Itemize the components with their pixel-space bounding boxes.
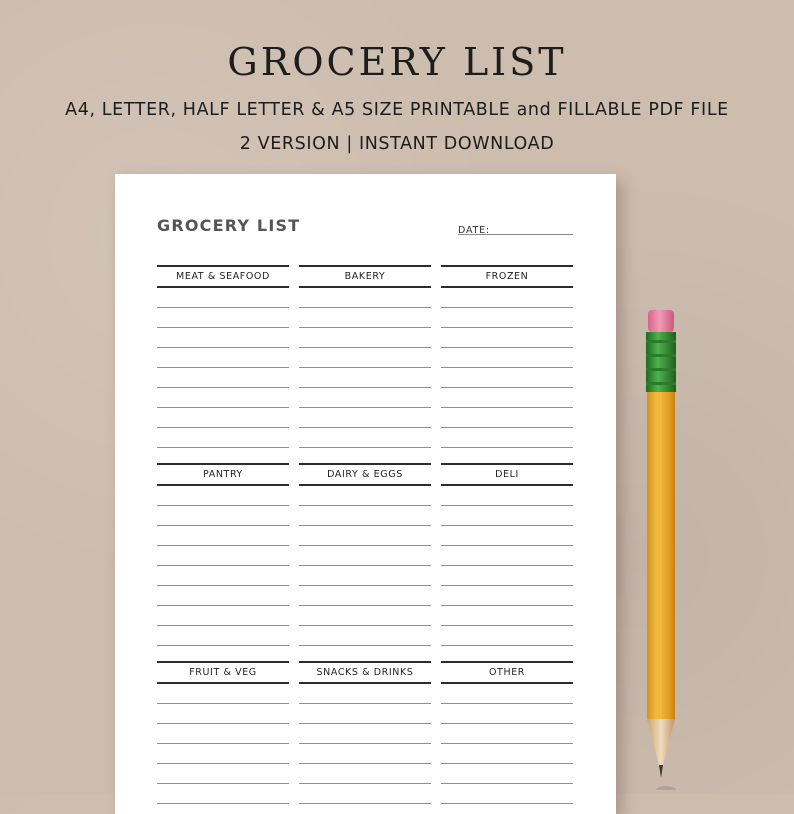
section-title: PANTRY (157, 463, 289, 486)
date-label: DATE: (458, 225, 490, 236)
write-line[interactable] (441, 368, 573, 388)
write-line[interactable] (157, 704, 289, 724)
write-line[interactable] (441, 626, 573, 646)
write-line[interactable] (441, 388, 573, 408)
write-line[interactable] (441, 428, 573, 448)
write-line[interactable] (441, 408, 573, 428)
write-line[interactable] (157, 764, 289, 784)
write-line[interactable] (299, 724, 431, 744)
section-meat-seafood (157, 265, 289, 448)
write-line[interactable] (157, 546, 289, 566)
write-line[interactable] (441, 684, 573, 704)
banner-title: GROCERY LIST (227, 40, 567, 84)
write-line[interactable] (299, 428, 431, 448)
write-line[interactable] (299, 684, 431, 704)
section-title: FROZEN (441, 265, 573, 288)
write-line[interactable] (157, 724, 289, 744)
write-line[interactable] (441, 744, 573, 764)
write-line[interactable] (299, 606, 431, 626)
section-title: DAIRY & EGGS (299, 463, 431, 486)
section-title: OTHER (441, 661, 573, 684)
pencil-icon (640, 310, 684, 790)
write-line[interactable] (299, 506, 431, 526)
grocery-list-sheet (115, 174, 616, 814)
write-line[interactable] (441, 704, 573, 724)
write-line[interactable] (299, 486, 431, 506)
write-line[interactable] (299, 308, 431, 328)
write-line[interactable] (441, 764, 573, 784)
write-line[interactable] (299, 586, 431, 606)
write-line[interactable] (157, 566, 289, 586)
section-title: SNACKS & DRINKS (299, 661, 431, 684)
write-line[interactable] (299, 388, 431, 408)
write-line[interactable] (441, 328, 573, 348)
write-line[interactable] (157, 348, 289, 368)
write-line[interactable] (441, 526, 573, 546)
write-line[interactable] (441, 784, 573, 804)
write-line[interactable] (157, 368, 289, 388)
write-line[interactable] (299, 704, 431, 724)
write-line[interactable] (299, 744, 431, 764)
write-line[interactable] (441, 566, 573, 586)
write-line[interactable] (441, 606, 573, 626)
section-pantry (157, 463, 289, 646)
write-line[interactable] (157, 606, 289, 626)
write-line[interactable] (299, 288, 431, 308)
write-line[interactable] (441, 486, 573, 506)
write-line[interactable] (299, 784, 431, 804)
write-line[interactable] (299, 566, 431, 586)
banner-subtitle-download: 2 VERSION | INSTANT DOWNLOAD (239, 134, 555, 154)
write-line[interactable] (157, 684, 289, 704)
write-line[interactable] (441, 308, 573, 328)
write-line[interactable] (441, 348, 573, 368)
write-line[interactable] (157, 784, 289, 804)
write-line[interactable] (157, 744, 289, 764)
write-line[interactable] (157, 308, 289, 328)
write-line[interactable] (299, 328, 431, 348)
write-line[interactable] (299, 368, 431, 388)
write-line[interactable] (157, 506, 289, 526)
write-line[interactable] (157, 526, 289, 546)
section-fruit-veg (157, 661, 289, 804)
write-line[interactable] (157, 288, 289, 308)
section-title: DELI (441, 463, 573, 486)
write-line[interactable] (441, 586, 573, 606)
section-dairy-eggs (299, 463, 431, 646)
section-other (441, 661, 573, 804)
write-line[interactable] (157, 586, 289, 606)
section-frozen (441, 265, 573, 448)
banner-subtitle-formats: A4, LETTER, HALF LETTER & A5 SIZE PRINTABLE and FILLABLE PDF FILE (65, 100, 729, 120)
write-line[interactable] (157, 626, 289, 646)
date-field[interactable] (458, 218, 573, 235)
section-bakery (299, 265, 431, 448)
write-line[interactable] (441, 506, 573, 526)
write-line[interactable] (441, 724, 573, 744)
write-line[interactable] (299, 348, 431, 368)
write-line[interactable] (157, 388, 289, 408)
write-line[interactable] (157, 486, 289, 506)
write-line[interactable] (157, 328, 289, 348)
section-title: FRUIT & VEG (157, 661, 289, 684)
section-deli (441, 463, 573, 646)
section-snacks-drinks (299, 661, 431, 804)
write-line[interactable] (441, 546, 573, 566)
write-line[interactable] (157, 428, 289, 448)
write-line[interactable] (299, 626, 431, 646)
write-line[interactable] (299, 546, 431, 566)
write-line[interactable] (441, 288, 573, 308)
section-title: MEAT & SEAFOOD (157, 265, 289, 288)
sheet-title: GROCERY LIST (157, 216, 301, 235)
write-line[interactable] (157, 408, 289, 428)
section-title: BAKERY (299, 265, 431, 288)
write-line[interactable] (299, 526, 431, 546)
write-line[interactable] (299, 408, 431, 428)
write-line[interactable] (299, 764, 431, 784)
